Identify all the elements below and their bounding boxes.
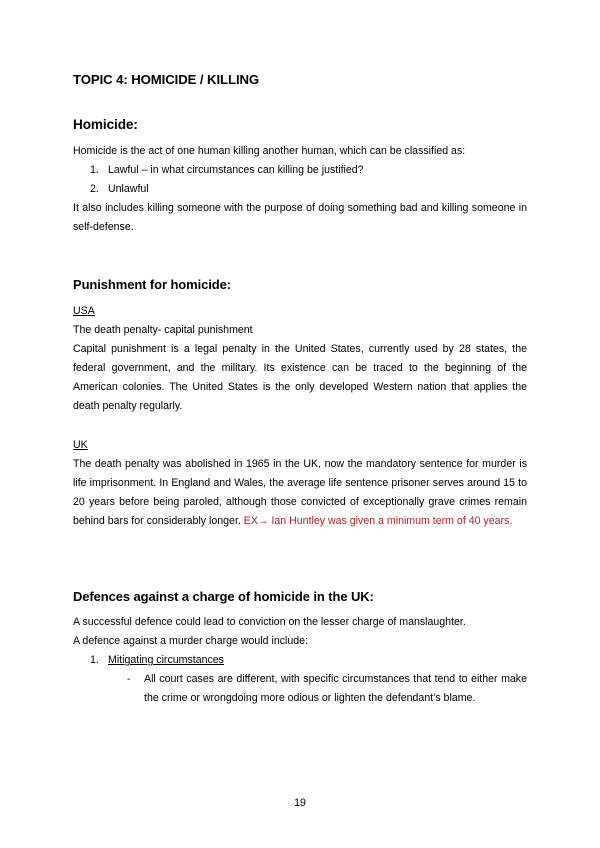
list-item-number: 1. xyxy=(90,164,99,176)
list-item-text: Lawful – in what circumstances can killing be justified? xyxy=(108,164,364,176)
usa-label: USA xyxy=(73,305,95,317)
defences-line-1: A successful defence could lead to conviction on the lesser charge of manslaughter. xyxy=(73,616,466,628)
bullet-text: All court cases are different, with specific circumstances that tend to either make the crime or wrongdoing more odious or lighten the defendant’s blame. xyxy=(144,673,527,704)
defences-heading: Defences against a charge of homicide in the UK: xyxy=(73,589,374,604)
bullet-marker: - xyxy=(127,673,131,685)
homicide-note: It also includes killing someone with the purpose of doing something bad and killing someone in self-defense. xyxy=(73,202,527,233)
list-item-number: 1. xyxy=(90,654,99,666)
list-item-text: Unlawful xyxy=(108,183,149,195)
uk-body xyxy=(73,455,527,531)
uk-body-text: The death penalty was abolished in 1965 in the UK, now the mandatory sentence for murder is life imprisonment. In England and Wales, the average life sentence prisoner serves around 15 to 20 years before being paroled, although those convicted of exceptionally grave crimes remain behind bars for considerably longer. xyxy=(73,458,527,527)
topic-title: TOPIC 4: HOMICIDE / KILLING xyxy=(73,72,260,87)
mitigating-circumstances-label: Mitigating circumstances xyxy=(108,654,224,666)
homicide-heading: Homicide: xyxy=(73,117,138,132)
usa-body: Capital punishment is a legal penalty in the United States, currently used by 28 states, the federal government, and the military. Its existence can be traced to the beginning of the American colonies. The United States is the only developed Western nation that applies the death penalty regularly. xyxy=(73,343,527,412)
homicide-intro: Homicide is the act of one human killing another human, which can be classified as: xyxy=(73,145,466,157)
uk-label: UK xyxy=(73,439,88,451)
punishment-heading: Punishment for homicide: xyxy=(73,277,231,292)
usa-subtitle: The death penalty- capital punishment xyxy=(73,324,253,336)
defences-line-2: A defence against a murder charge would include: xyxy=(73,635,308,647)
list-item-number: 2. xyxy=(90,183,99,195)
uk-example: EX→ Ian Huntley was given a minimum term of 40 years. xyxy=(243,515,513,527)
page-number: 19 xyxy=(294,797,306,809)
